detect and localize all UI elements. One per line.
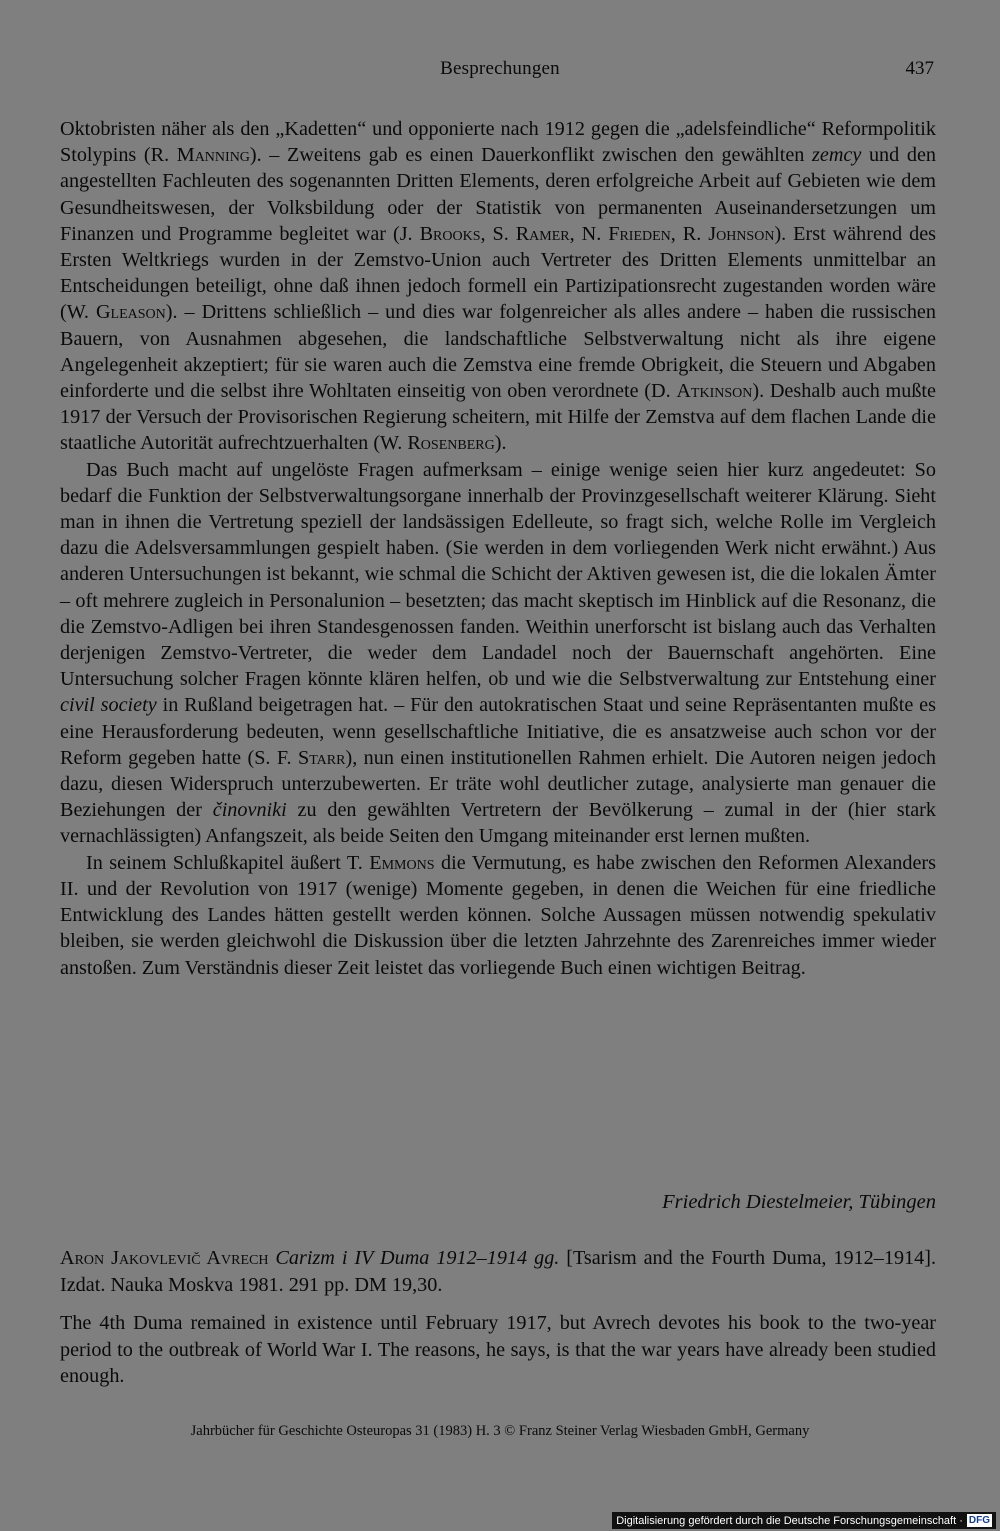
text-run: , S. xyxy=(480,222,516,245)
reviewer-signature: Friedrich Diestelmeier, Tübingen xyxy=(662,1191,936,1213)
digitization-notice xyxy=(612,1512,996,1529)
paragraph-3 xyxy=(60,850,936,981)
text-run: Das Buch macht auf ungelöste Fragen aufmerksam – einige wenige seien hier kurz angedeutet: So bedarf die Funktion der Selbstverwaltungsorgane innerhalb der Provinzgesellschaft weiterer Klärung. Sieht man in ihnen die Vertretung speziell der landsässigen Edelleute, so fragt sich, welche Rolle im Vergleich dazu die Adelsversammlungen gespielt haben. (Sie werden in dem vorliegenden Werk nicht erwähnt.) Aus anderen Untersuchungen ist bekannt, wie schmal die Schicht der Aktiven gewesen ist, die die lokalen Ämter – oft mehrere zugleich in Personalunion – besetzten; das macht skeptisch im Hinblick auf die Resonanz, die die Zemstvo-Adligen bei ihren Standesgenossen fanden. Weithin unerforscht ist bislang auch das Verhalten derjenigen Zemstvo-Vertreter, die weder dem Landadel noch der Bauernschaft angehörten. Eine Untersuchung solcher Fragen könnte klären helfen, ob und wie die Selbstverwaltung zur Entstehung einer xyxy=(60,458,936,691)
author-name: Johnson xyxy=(708,222,775,245)
italic-term: civil society xyxy=(60,694,157,717)
text-run: Oktobristen näher als den „Kadetten“ und opponierte nach 1912 gegen die „adelsfeindliche“ Reformpolitik Stolypins (R. xyxy=(60,118,936,167)
italic-term: zemcy xyxy=(812,144,862,167)
author-name: Brooks xyxy=(419,222,481,245)
reviewed-book-title: Carizm i IV Duma 1912–1914 gg. xyxy=(275,1247,560,1269)
author-name: Frieden xyxy=(608,222,671,245)
text-run: , N. xyxy=(569,222,609,245)
text-run: ), nun einen institutionellen Rahmen erhielt. Die Autoren neigen jedoch dazu, diesen Widerspruch unterzubewerten. Er träte wohl deutlicher zutage, analysierte man genauer die Beziehungen der xyxy=(60,746,936,822)
text-run: und den angestellten Fachleuten des sogenannten Dritten Elements, deren erfolgreiche Arbeit auf Gebieten wie dem Gesundheitswesen, der Volksbildung oder der Statistik von permanenten Auseinandersetzungen um Finanzen und Programme begleitet war (J. xyxy=(60,144,936,245)
digitization-text: Digitalisierung gefördert durch die Deutsche Forschungsgemeinschaft · xyxy=(616,1514,963,1527)
text-run: ). – Zweitens gab es einen Dauerkonflikt zwischen den gewählten xyxy=(249,144,813,167)
text-run: In seinem Schlußkapitel äußert T. xyxy=(86,851,370,874)
text-run: , R. xyxy=(670,222,709,245)
text-run: die Vermutung, es habe zwischen den Reformen Alexanders II. und der Revolution von 1917 (wenige) Momente gegeben, in denen die Weichen für eine friedliche Entwicklung des Landes hätten gestellt werden können. Solche Aussagen müssen notwendig spekulativ bleiben, sie werden gleichwohl die Diskussion über die letzten Jahrzehnte des Zarenreiches immer wieder anstoßen. Zum Verständnis dieser Zeit leistet das vorliegende Buch einen wichtigen Beitrag. xyxy=(60,851,936,979)
review-citation xyxy=(60,1245,936,1298)
author-name: Gleason xyxy=(95,301,166,324)
author-name: Emmons xyxy=(369,851,435,874)
dfg-logo: DFG xyxy=(968,1515,990,1526)
author-name: Manning xyxy=(176,144,250,167)
review-body-text: The 4th Duma remained in existence until February 1917, but Avrech devotes his book to the two-year period to the outbreak of World War I. The reasons, he says, is that the war years have already been studied enough. xyxy=(60,1312,936,1387)
author-name: Ramer xyxy=(515,222,570,245)
italic-term: činovniki xyxy=(212,799,287,822)
author-name: Rosenberg xyxy=(407,432,495,455)
author-name: Atkinson xyxy=(676,380,753,403)
citation-details: [Tsarism and the Fourth Duma, 1912–1914]. Izdat. Nauka Moskva 1981. 291 pp. DM 19,30. xyxy=(60,1247,937,1296)
text-run: ). xyxy=(494,432,507,455)
paragraph-2 xyxy=(60,457,936,850)
text-run: ). – Drittens schließlich – und dies war folgenreicher als alles andere – haben die russischen Bauern, von Ausnahmen abgesehen, die landschaftliche Selbstverwaltung nicht als ihre eigene Angelegenheit akzeptiert; für sie waren auch die Zemstva eine fremde Obrigkeit, die Steuern und Abgaben einforderte und die selbst ihre Wohltaten einseitig von oben verordnete (D. xyxy=(60,301,936,403)
author-name: Starr xyxy=(298,746,346,769)
review-continuation-text xyxy=(60,116,936,981)
reviewed-author: Aron Jakovlevič Avrech xyxy=(60,1247,269,1269)
text-run: ). Deshalb auch mußte 1917 der Versuch der Provisorischen Regierung scheitern, mit Hilfe der Zemstva auf dem flachen Lande die staatliche Autorität aufrechtzuerhalten (W. xyxy=(60,380,936,455)
running-header: Besprechungen xyxy=(440,58,560,79)
paragraph-1 xyxy=(60,116,936,457)
text-run: zu den gewählten Vertretern der Bevölkerung – zumal in der (hier stark vernachlässigten) Anfangszeit, als beide Seiten den Umgang miteinander erst lernen mußten. xyxy=(60,799,936,848)
page-number: 437 xyxy=(905,58,934,79)
journal-footer: Jahrbücher für Geschichte Osteuropas 31 (1983) H. 3 © Franz Steiner Verlag Wiesbaden GmbH, Germany xyxy=(190,1423,810,1439)
text-run: in Rußland beigetragen hat. – Für den autokratischen Staat und seine Repräsentanten mußte es eine Herausforderung bedeuten, wenn gesellschaftliche Initiative, die es ansatzweise auch schon vor der Reform gegeben hatte (S. F. xyxy=(60,694,936,769)
text-run: ). Erst während des Ersten Weltkriegs wurden in der Zemstvo-Union auch Vertreter des Dritten Elements unmittelbar an Entscheidungen beteiligt, ohne daß ihnen jedoch formell ein Partizipationsrecht zugestanden worden wäre (W. xyxy=(60,222,937,324)
